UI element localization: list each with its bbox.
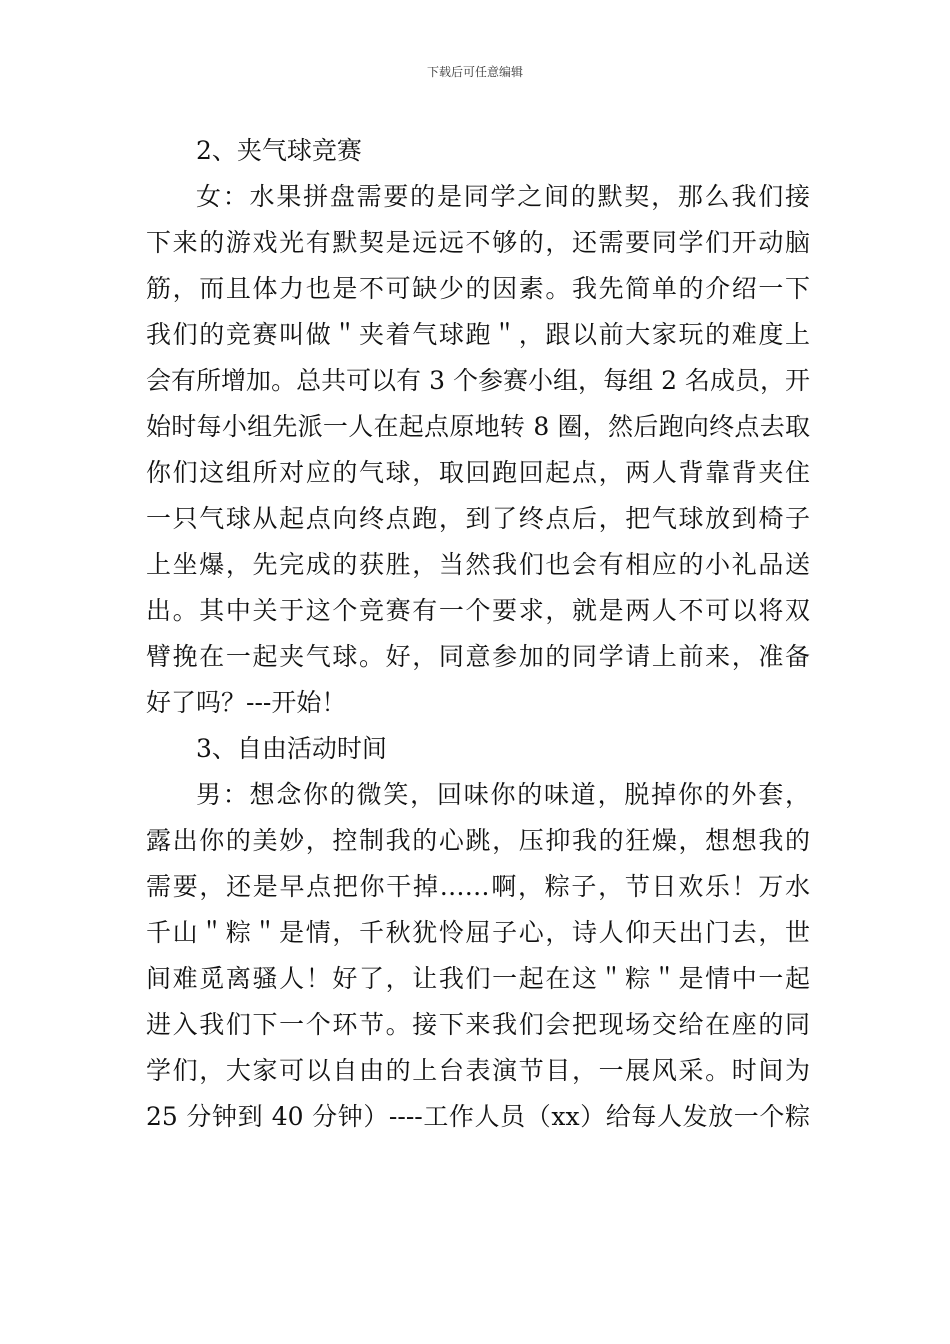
paragraph-line: 男：想念你的微笑，回味你的味道，脱掉你的外套， <box>196 780 810 809</box>
paragraph-line: 我们的竞赛叫做＂夹着气球跑＂，跟以前大家玩的难度上 <box>146 320 810 349</box>
paragraph-line: 进入我们下一个环节。接下来我们会把现场交给在座的同 <box>146 1010 810 1039</box>
paragraph-line: 露出你的美妙，控制我的心跳，压抑我的狂燥，想想我的 <box>146 826 810 855</box>
paragraph-line: 始时每小组先派一人在起点原地转 8 圈，然后跑向终点去取 <box>146 412 810 441</box>
paragraph-line: 一只气球从起点向终点跑，到了终点后，把气球放到椅子 <box>146 504 810 533</box>
page-header: 下载后可任意编辑 <box>426 65 523 79</box>
paragraph-line: 出。其中关于这个竞赛有一个要求，就是两人不可以将双 <box>146 596 810 625</box>
paragraph-line: 筋，而且体力也是不可缺少的因素。我先简单的介绍一下 <box>146 274 810 303</box>
paragraph-line: 千山＂粽＂是情，千秋犹怜屈子心，诗人仰天出门去，世 <box>146 918 810 947</box>
paragraph-line: 你们这组所对应的气球，取回跑回起点，两人背靠背夹住 <box>146 458 810 487</box>
paragraph-line: 会有所增加。总共可以有 3 个参赛小组，每组 2 名成员，开 <box>146 366 810 395</box>
paragraph-line: 上坐爆，先完成的获胜，当然我们也会有相应的小礼品送 <box>146 550 810 579</box>
paragraph-line-last: 好了吗？---开始！ <box>146 688 347 717</box>
paragraph-line: 学们，大家可以自由的上台表演节目，一展风采。时间为 <box>146 1056 810 1085</box>
paragraph-line: 间难觅离骚人！好了，让我们一起在这＂粽＂是情中一起 <box>146 964 810 993</box>
paragraph-line: 女：水果拼盘需要的是同学之间的默契，那么我们接 <box>196 182 810 211</box>
section-heading: 2、夹气球竞赛 <box>196 136 362 165</box>
paragraph-line: 下来的游戏光有默契是远远不够的，还需要同学们开动脑 <box>146 228 810 257</box>
paragraph-line: 臂挽在一起夹气球。好，同意参加的同学请上前来，准备 <box>146 642 810 671</box>
paragraph-line: 25 分钟到 40 分钟）----工作人员（xx）给每人发放一个粽 <box>146 1102 810 1131</box>
paragraph-line: 需要，还是早点把你干掉……啊，粽子，节日欢乐！万水 <box>146 872 810 901</box>
section-heading: 3、自由活动时间 <box>196 734 387 763</box>
document-body <box>146 128 810 1140</box>
